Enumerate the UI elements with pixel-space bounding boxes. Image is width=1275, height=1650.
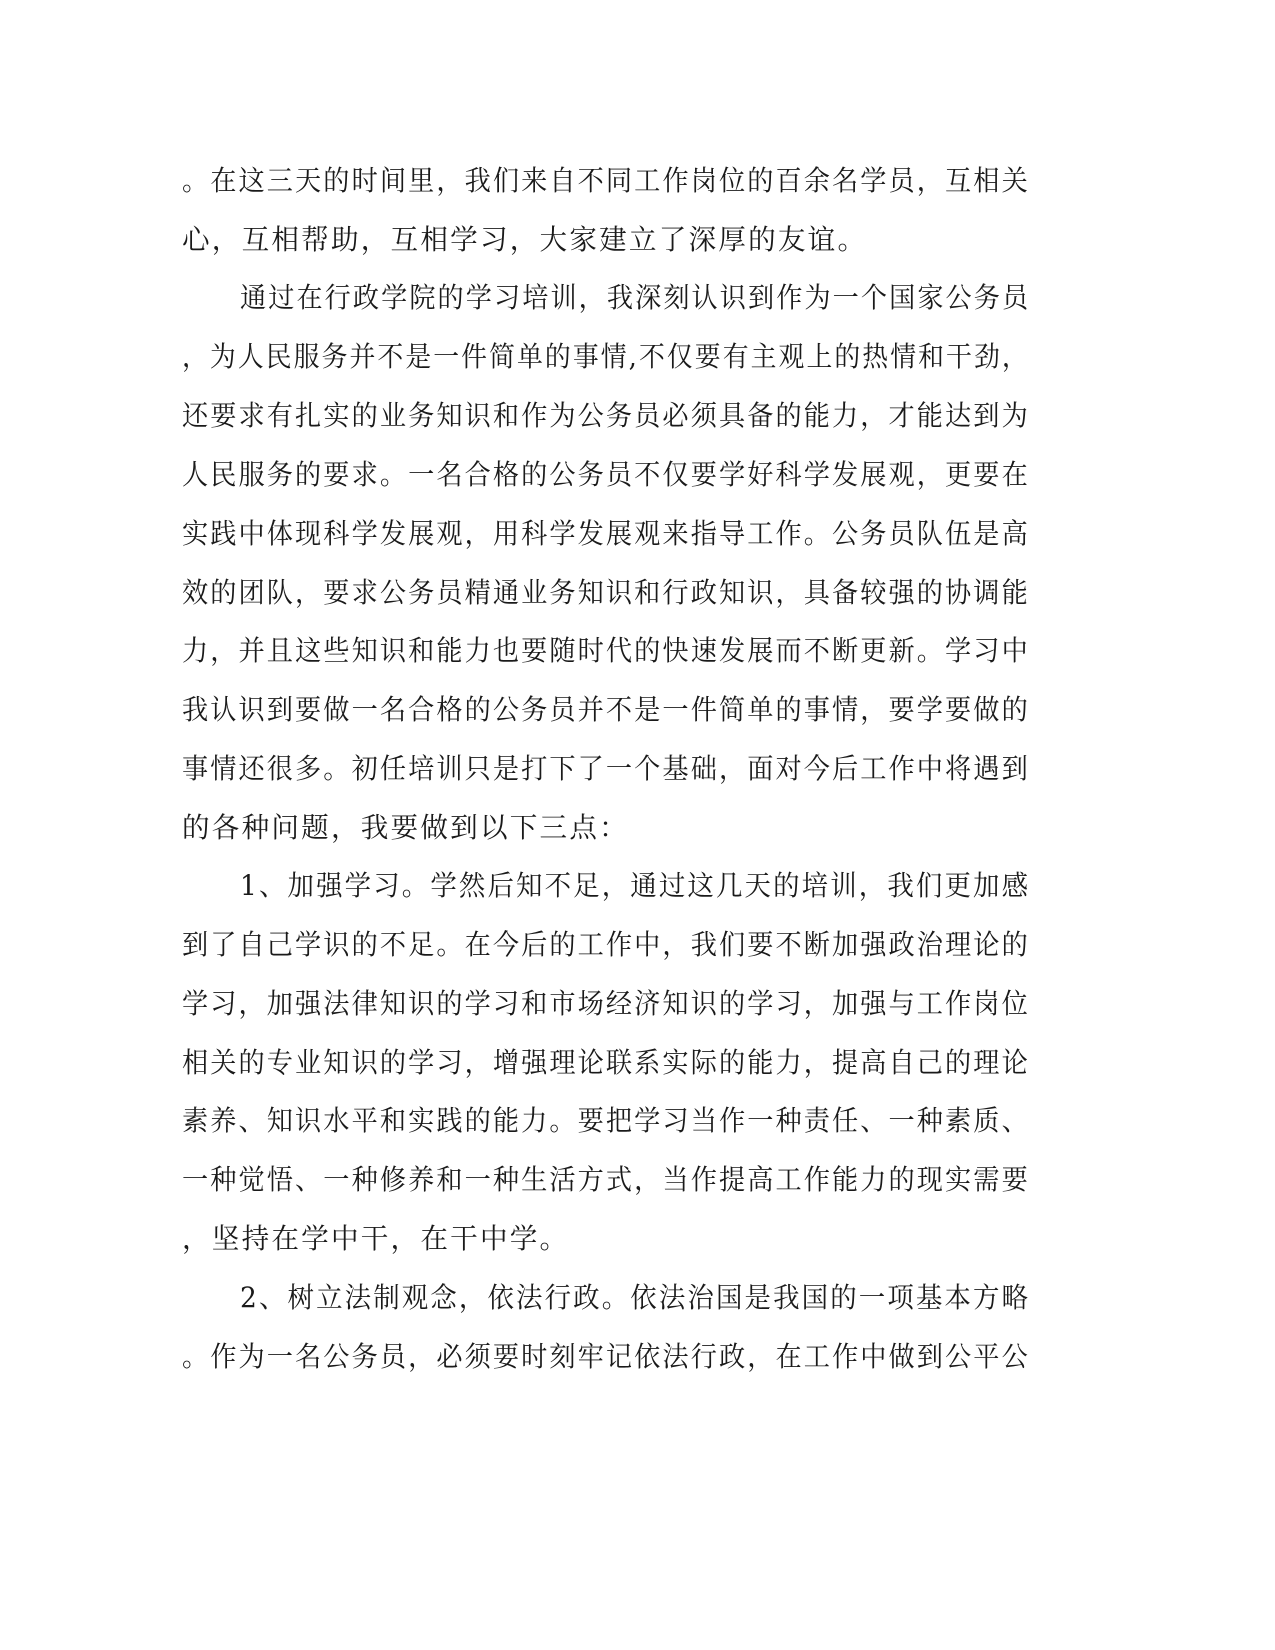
- text-line: 学习，加强法律知识的学习和市场经济知识的学习，加强与工作岗位: [182, 987, 1030, 1020]
- text-line: 还要求有扎实的业务知识和作为公务员必须具备的能力，才能达到为: [182, 399, 1030, 432]
- text-line: 素养、知识水平和实践的能力。要把学习当作一种责任、一种素质、: [182, 1104, 1030, 1137]
- text-line: 实践中体现科学发展观，用科学发展观来指导工作。公务员队伍是高: [182, 517, 1030, 550]
- paragraph-start: 通过在行政学院的学习培训，我深刻认识到作为一个国家公务员: [240, 281, 1031, 314]
- text-line: 。在这三天的时间里，我们来自不同工作岗位的百余名学员，互相关: [182, 164, 1030, 197]
- text-line: 的各种问题，我要做到以下三点：: [182, 811, 629, 844]
- paragraph-start: 1、加强学习。学然后知不足，通过这几天的培训，我们更加感: [240, 869, 1031, 902]
- text-line: 心，互相帮助，互相学习，大家建立了深厚的友谊。: [182, 223, 868, 256]
- text-line: 一种觉悟、一种修养和一种生活方式，当作提高工作能力的现实需要: [182, 1163, 1030, 1196]
- text-line: 力，并且这些知识和能力也要随时代的快速发展而不断更新。学习中: [182, 634, 1030, 667]
- text-line: 。作为一名公务员，必须要时刻牢记依法行政，在工作中做到公平公: [182, 1340, 1030, 1373]
- text-line: 到了自己学识的不足。在今后的工作中，我们要不断加强政治理论的: [182, 928, 1030, 961]
- text-line: ，为人民服务并不是一件简单的事情,不仅要有主观上的热情和干劲，: [182, 340, 1030, 373]
- text-line: 事情还很多。初任培训只是打下了一个基础，面对今后工作中将遇到: [182, 752, 1030, 785]
- text-line: 人民服务的要求。一名合格的公务员不仅要学好科学发展观，更要在: [182, 458, 1030, 491]
- text-line: ，坚持在学中干，在干中学。: [182, 1222, 570, 1255]
- text-line: 相关的专业知识的学习，增强理论联系实际的能力，提高自己的理论: [182, 1046, 1030, 1079]
- paragraph-start: 2、树立法制观念，依法行政。依法治国是我国的一项基本方略: [240, 1281, 1031, 1314]
- text-line: 效的团队，要求公务员精通业务知识和行政知识，具备较强的协调能: [182, 576, 1030, 609]
- text-line: 我认识到要做一名合格的公务员并不是一件简单的事情，要学要做的: [182, 693, 1030, 726]
